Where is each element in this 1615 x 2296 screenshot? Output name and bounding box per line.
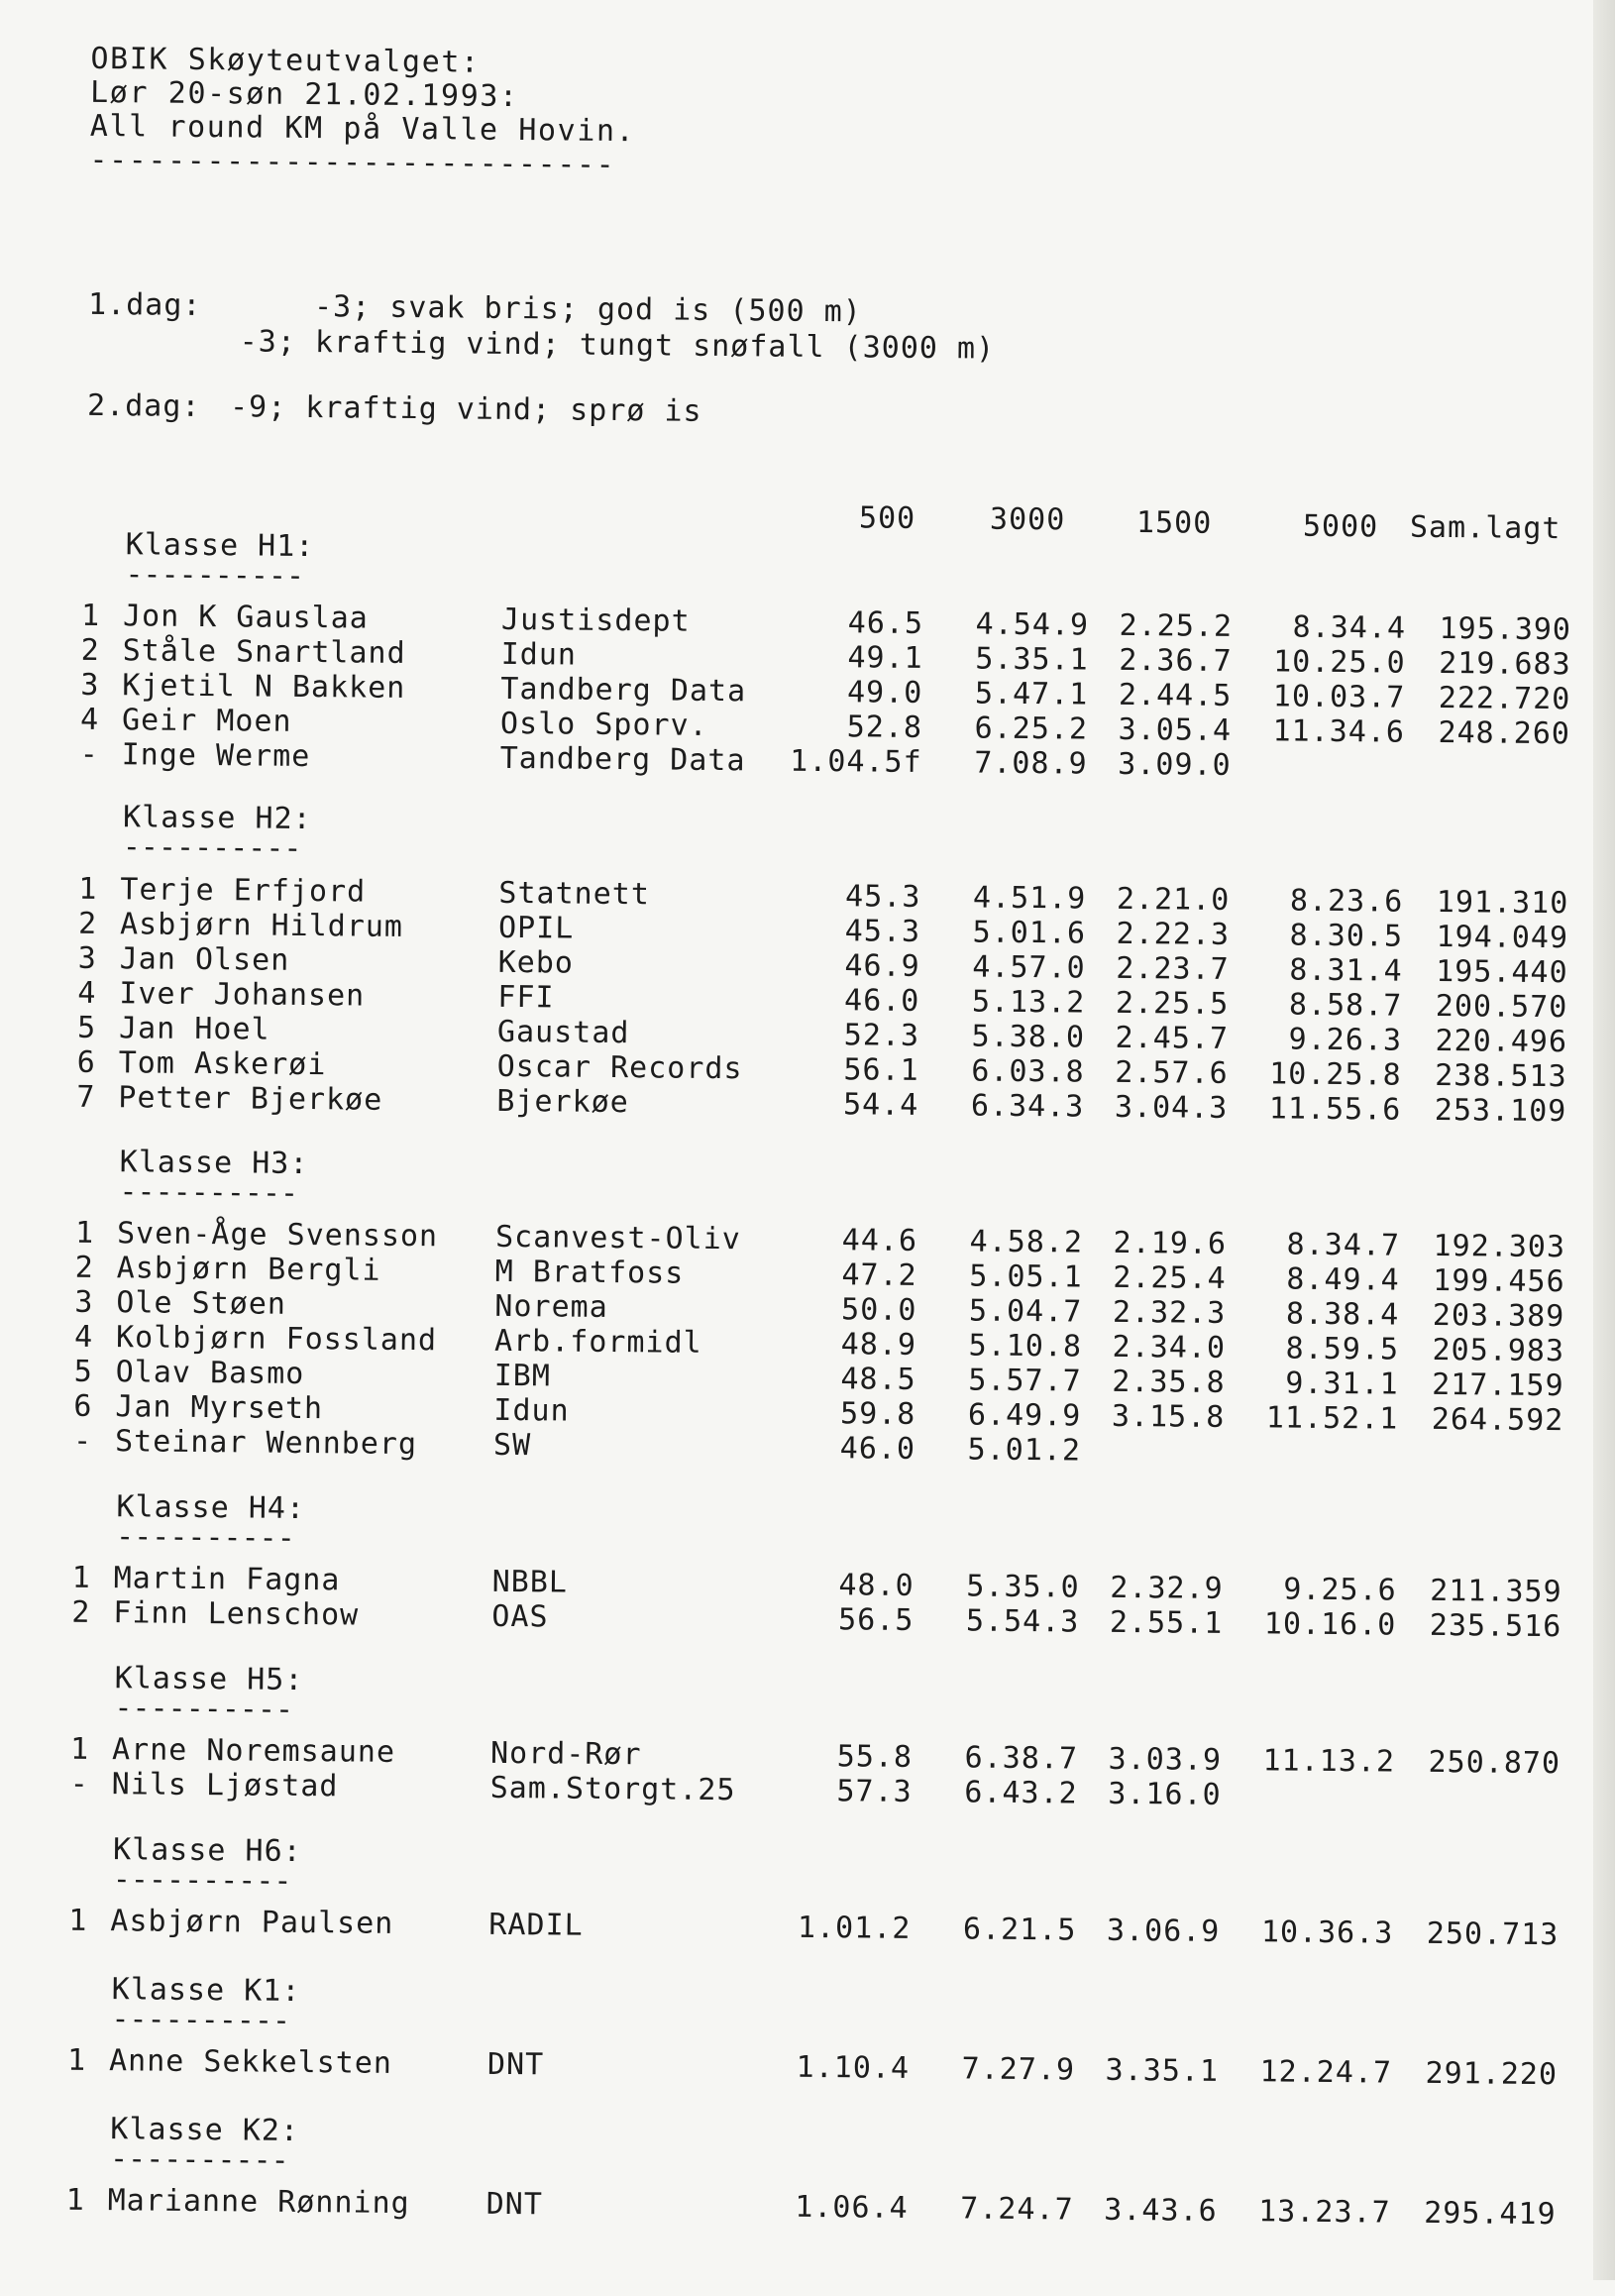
cell-t5000: 8.38.4 xyxy=(1285,1296,1400,1333)
cell-t1500: 2.25.2 xyxy=(1119,607,1234,644)
cell-t5000: 11.13.2 xyxy=(1262,1743,1396,1780)
class-title: Klasse K1: xyxy=(111,1972,301,2010)
cell-t5000: 12.24.7 xyxy=(1259,2054,1393,2091)
cell-t1500: 3.03.9 xyxy=(1108,1741,1223,1778)
cell-club: M Bratfoss xyxy=(494,1254,685,1291)
day2-label: 2.dag: xyxy=(86,387,201,424)
class-underline: ---------- xyxy=(114,1691,294,1727)
header-line-3: All round KM på Valle Hovin. xyxy=(89,108,636,150)
cell-total: 203.389 xyxy=(1432,1297,1565,1335)
cell-name: Martin Fagna xyxy=(113,1561,341,1598)
cell-place: 1 xyxy=(71,1560,91,1595)
cell-t5000: 10.25.0 xyxy=(1273,644,1406,681)
class-underline: ---------- xyxy=(115,1519,295,1556)
cell-t1500: 2.19.6 xyxy=(1113,1225,1228,1261)
cell-t500: 47.2 xyxy=(841,1257,917,1293)
cell-t500: 52.8 xyxy=(846,710,923,745)
cell-name: Finn Lenschow xyxy=(113,1595,360,1633)
cell-t3000: 5.13.2 xyxy=(971,984,1086,1021)
cell-t500: 44.6 xyxy=(841,1223,918,1258)
cell-place: 3 xyxy=(77,940,97,976)
cell-name: Terje Erfjord xyxy=(120,872,367,910)
cell-t500: 54.4 xyxy=(842,1087,919,1123)
header-underline: --------------------------- xyxy=(89,142,616,182)
cell-name: Jon K Gauslaa xyxy=(122,599,370,636)
cell-name: Jan Hoel xyxy=(118,1011,270,1047)
cell-total: 222.720 xyxy=(1438,680,1571,717)
cell-place: 3 xyxy=(80,667,100,703)
cell-t1500: 2.25.4 xyxy=(1113,1259,1227,1296)
cell-total: 191.310 xyxy=(1436,884,1569,922)
cell-t5000: 13.23.7 xyxy=(1258,2194,1391,2231)
day2-conditions: -9; kraftig vind; sprø is xyxy=(229,389,702,429)
class-underline: ---------- xyxy=(111,2002,291,2038)
class-title: Klasse K2: xyxy=(110,2112,300,2148)
cell-t500: 52.3 xyxy=(843,1018,920,1053)
cell-place: 4 xyxy=(79,702,100,737)
cell-t1500: 2.36.7 xyxy=(1119,642,1233,679)
cell-place: 6 xyxy=(76,1044,96,1080)
cell-name: Inge Werme xyxy=(121,737,311,775)
cell-name: Arne Noremsaune xyxy=(111,1732,396,1770)
cell-place: - xyxy=(72,1423,93,1459)
cell-t5000: 10.03.7 xyxy=(1272,679,1406,715)
cell-t5000: 10.36.3 xyxy=(1260,1914,1394,1951)
cell-name: Iver Johansen xyxy=(119,976,366,1014)
cell-t3000: 6.34.3 xyxy=(970,1088,1085,1125)
cell-t3000: 5.01.2 xyxy=(967,1432,1082,1469)
cell-club: Gaustad xyxy=(496,1014,630,1051)
class-title: Klasse H1: xyxy=(125,527,315,565)
cell-club: Oscar Records xyxy=(496,1048,743,1087)
cell-t1500: 2.22.3 xyxy=(1116,916,1231,952)
cell-place: - xyxy=(79,736,99,772)
cell-t5000: 8.34.7 xyxy=(1286,1227,1401,1263)
cell-club: Statnett xyxy=(498,875,651,913)
cell-club: IBM xyxy=(493,1358,552,1394)
header-line-1: OBIK Skøyteutvalget: xyxy=(90,41,481,80)
cell-t5000: 11.34.6 xyxy=(1272,713,1406,750)
cell-total: 211.359 xyxy=(1430,1573,1562,1610)
col-header-1500: 1500 xyxy=(1135,505,1213,541)
cell-t1500: 2.55.1 xyxy=(1109,1604,1224,1641)
cell-t5000: 10.16.0 xyxy=(1263,1606,1397,1643)
cell-t1500: 3.04.3 xyxy=(1114,1089,1229,1126)
scan-edge xyxy=(1593,0,1615,2280)
cell-t500: 57.3 xyxy=(836,1774,913,1809)
cell-t3000: 6.25.2 xyxy=(974,711,1089,747)
class-underline: ---------- xyxy=(112,1862,292,1899)
cell-t500: 46.0 xyxy=(839,1431,916,1467)
cell-t3000: 5.54.3 xyxy=(965,1603,1080,1640)
cell-name: Marianne Rønning xyxy=(107,2183,410,2222)
cell-club: Justisdept xyxy=(500,601,691,639)
cell-total: 220.496 xyxy=(1435,1023,1568,1060)
cell-t1500: 3.43.6 xyxy=(1104,2192,1218,2229)
cell-t5000: 8.49.4 xyxy=(1286,1261,1400,1298)
class-title: Klasse H3: xyxy=(119,1145,309,1182)
cell-t3000: 5.01.6 xyxy=(972,915,1087,951)
cell-t500: 48.5 xyxy=(840,1362,916,1397)
cell-t3000: 5.47.1 xyxy=(974,676,1089,712)
cell-t3000: 7.24.7 xyxy=(960,2191,1074,2228)
cell-name: Asbjørn Hildrum xyxy=(119,907,404,944)
cell-name: Nils Ljøstad xyxy=(111,1767,339,1804)
cell-t3000: 6.38.7 xyxy=(964,1740,1079,1777)
cell-t3000: 4.54.9 xyxy=(975,606,1090,643)
cell-t3000: 4.57.0 xyxy=(972,949,1086,986)
cell-t5000: 9.31.1 xyxy=(1285,1366,1399,1402)
cell-t1500: 3.06.9 xyxy=(1106,1913,1221,1949)
cell-club: Idun xyxy=(493,1392,570,1429)
cell-place: 1 xyxy=(69,1731,90,1767)
cell-t3000: 5.10.8 xyxy=(968,1328,1083,1365)
cell-t5000: 8.23.6 xyxy=(1289,883,1404,920)
cell-club: Oslo Sporv. xyxy=(499,706,708,743)
cell-name: Asbjørn Bergli xyxy=(116,1251,381,1288)
cell-place: 5 xyxy=(76,1010,97,1045)
cell-total: 195.440 xyxy=(1436,953,1568,991)
cell-club: Norema xyxy=(494,1288,608,1325)
cell-t1500: 2.23.7 xyxy=(1116,950,1230,987)
cell-place: 1 xyxy=(65,2182,85,2218)
cell-total: 200.570 xyxy=(1435,988,1568,1026)
cell-t5000: 8.59.5 xyxy=(1285,1331,1400,1367)
cell-place: 2 xyxy=(74,1250,94,1285)
cell-t1500: 2.32.3 xyxy=(1112,1294,1227,1331)
class-title: Klasse H4: xyxy=(116,1489,306,1527)
cell-name: Ole Støen xyxy=(116,1285,287,1322)
cell-t3000: 7.08.9 xyxy=(974,745,1088,782)
cell-t500: 56.1 xyxy=(843,1052,919,1088)
class-underline: ---------- xyxy=(125,557,305,594)
col-header-500: 500 xyxy=(858,500,916,536)
cell-t1500: 2.34.0 xyxy=(1112,1329,1227,1366)
cell-place: 1 xyxy=(66,2042,87,2078)
class-title: Klasse H2: xyxy=(122,800,312,837)
cell-name: Ståle Snartland xyxy=(122,633,406,671)
cell-t1500: 2.35.8 xyxy=(1112,1364,1226,1400)
cell-club: DNT xyxy=(485,2186,544,2223)
cell-name: Sven-Åge Svensson xyxy=(116,1216,439,1255)
cell-total: 195.390 xyxy=(1439,610,1572,648)
cell-t500: 1.04.5f xyxy=(790,743,922,780)
cell-total: 250.870 xyxy=(1428,1744,1561,1782)
cell-t1500: 3.16.0 xyxy=(1108,1776,1222,1812)
cell-t500: 48.0 xyxy=(838,1568,915,1603)
cell-club: DNT xyxy=(486,2046,545,2083)
cell-total: 264.592 xyxy=(1431,1401,1564,1439)
cell-t5000: 11.55.6 xyxy=(1268,1091,1402,1128)
cell-total: 250.713 xyxy=(1426,1915,1560,1953)
cell-total: 219.683 xyxy=(1439,645,1571,683)
cell-name: Jan Myrseth xyxy=(115,1389,324,1427)
cell-name: Petter Bjerkøe xyxy=(118,1080,383,1118)
cell-name: Kjetil N Bakken xyxy=(122,668,406,706)
cell-place: 4 xyxy=(77,975,97,1011)
cell-t3000: 5.57.7 xyxy=(968,1363,1082,1399)
cell-t1500: 2.57.6 xyxy=(1115,1054,1229,1091)
cell-club: Bjerkøe xyxy=(496,1083,629,1121)
cell-t5000: 8.58.7 xyxy=(1288,987,1403,1024)
cell-place: 3 xyxy=(74,1284,94,1320)
cell-t500: 56.5 xyxy=(837,1602,915,1638)
day1-conditions-a: -3; svak bris; god is (500 m) xyxy=(313,289,862,330)
cell-club: Scanvest-Oliv xyxy=(494,1219,742,1257)
cell-place: 5 xyxy=(73,1354,93,1389)
header-line-2: Lør 20-søn 21.02.1993: xyxy=(89,74,519,115)
cell-t500: 50.0 xyxy=(840,1292,917,1328)
cell-t500: 45.3 xyxy=(844,914,921,949)
cell-total: 217.159 xyxy=(1432,1367,1564,1404)
day1-conditions-b: -3; kraftig vind; tungt snøfall (3000 m) xyxy=(239,324,996,367)
cell-total: 295.419 xyxy=(1424,2195,1557,2233)
cell-t500: 1.01.2 xyxy=(797,1910,912,1946)
col-header-total: Sam.lagt xyxy=(1409,509,1561,547)
cell-t5000: 8.34.4 xyxy=(1292,609,1407,646)
cell-place: 1 xyxy=(78,871,98,907)
cell-name: Tom Askerøi xyxy=(118,1045,327,1083)
cell-total: 238.513 xyxy=(1435,1057,1567,1095)
cell-t3000: 5.35.0 xyxy=(966,1569,1080,1605)
cell-place: 1 xyxy=(74,1215,95,1251)
cell-t3000: 4.51.9 xyxy=(972,880,1087,917)
cell-t3000: 6.49.9 xyxy=(967,1397,1082,1434)
day1-label: 1.dag: xyxy=(87,286,202,323)
cell-total: 248.260 xyxy=(1438,714,1571,752)
cell-place: 1 xyxy=(80,598,101,633)
cell-t5000: 8.31.4 xyxy=(1289,952,1403,989)
cell-club: Sam.Storgt.25 xyxy=(489,1770,736,1808)
document-header xyxy=(0,0,1615,182)
cell-name: Anne Sekkelsten xyxy=(108,2043,393,2081)
cell-t1500: 3.09.0 xyxy=(1118,746,1232,783)
cell-place: - xyxy=(69,1766,89,1802)
cell-club: Nord-Rør xyxy=(489,1735,642,1773)
cell-place: 2 xyxy=(71,1594,91,1630)
cell-total: 199.456 xyxy=(1433,1262,1565,1300)
class-underline: ---------- xyxy=(119,1174,299,1211)
cell-club: SW xyxy=(492,1427,532,1464)
cell-t3000: 5.35.1 xyxy=(975,641,1089,678)
cell-t500: 59.8 xyxy=(839,1396,916,1432)
cell-club: NBBL xyxy=(491,1564,569,1600)
cell-club: OAS xyxy=(491,1598,549,1635)
cell-t500: 1.06.4 xyxy=(795,2189,909,2226)
cell-club: Arb.formidl xyxy=(493,1323,702,1361)
cell-t5000: 8.30.5 xyxy=(1289,918,1404,954)
cell-place: 6 xyxy=(73,1388,93,1424)
cell-t500: 1.10.4 xyxy=(796,2049,911,2086)
cell-t3000: 6.43.2 xyxy=(964,1775,1078,1811)
cell-t500: 45.3 xyxy=(844,879,921,915)
cell-t5000: 9.26.3 xyxy=(1288,1022,1403,1058)
cell-name: Asbjørn Paulsen xyxy=(110,1904,394,1941)
cell-t3000: 7.27.9 xyxy=(961,2051,1076,2088)
cell-name: Steinar Wennberg xyxy=(114,1424,418,1463)
cell-name: Olav Basmo xyxy=(115,1355,305,1392)
col-header-5000: 5000 xyxy=(1302,508,1379,545)
cell-t5000: 11.52.1 xyxy=(1265,1400,1399,1437)
cell-name: Geir Moen xyxy=(121,703,292,739)
cell-t1500: 3.35.1 xyxy=(1105,2052,1220,2089)
cell-place: 2 xyxy=(77,906,98,941)
class-title: Klasse H5: xyxy=(114,1661,304,1698)
cell-total: 291.220 xyxy=(1425,2055,1559,2093)
cell-t1500: 3.05.4 xyxy=(1118,711,1233,748)
cell-t1500: 3.15.8 xyxy=(1111,1398,1226,1435)
cell-club: Kebo xyxy=(497,944,575,981)
cell-name: Kolbjørn Fossland xyxy=(115,1320,438,1359)
cell-total: 194.049 xyxy=(1436,919,1569,956)
cell-total: 253.109 xyxy=(1434,1092,1567,1130)
cell-t3000: 5.05.1 xyxy=(969,1258,1083,1295)
cell-place: 1 xyxy=(68,1903,88,1938)
cell-total: 205.983 xyxy=(1432,1332,1565,1369)
cell-place: 7 xyxy=(76,1079,96,1115)
cell-t3000: 6.03.8 xyxy=(971,1053,1085,1090)
cell-t500: 48.9 xyxy=(840,1327,917,1363)
cell-t500: 46.0 xyxy=(843,983,920,1019)
cell-t500: 46.9 xyxy=(844,948,920,984)
cell-t500: 49.1 xyxy=(847,640,923,676)
col-header-3000: 3000 xyxy=(989,501,1066,538)
cell-club: FFI xyxy=(497,979,555,1016)
cell-t3000: 5.38.0 xyxy=(971,1019,1086,1055)
cell-club: RADIL xyxy=(488,1907,584,1943)
cell-t3000: 5.04.7 xyxy=(968,1293,1083,1330)
class-underline: ---------- xyxy=(122,829,302,866)
cell-t500: 46.5 xyxy=(847,605,924,641)
cell-t500: 49.0 xyxy=(846,675,923,711)
cell-t1500: 2.32.9 xyxy=(1110,1570,1224,1606)
cell-t1500: 2.45.7 xyxy=(1115,1020,1230,1056)
cell-club: OPIL xyxy=(497,910,575,946)
class-title: Klasse H6: xyxy=(112,1832,302,1870)
cell-name: Jan Olsen xyxy=(119,941,290,978)
cell-club: Tandberg Data xyxy=(500,671,747,710)
cell-total: 192.303 xyxy=(1433,1228,1566,1265)
cell-t1500: 2.21.0 xyxy=(1116,881,1231,918)
class-underline: ---------- xyxy=(109,2141,289,2178)
cell-t3000: 4.58.2 xyxy=(969,1224,1084,1260)
cell-t1500: 2.25.5 xyxy=(1115,985,1230,1022)
cell-t5000: 9.25.6 xyxy=(1283,1572,1397,1608)
cell-t3000: 6.21.5 xyxy=(962,1912,1077,1948)
cell-club: Idun xyxy=(500,636,578,673)
cell-place: 4 xyxy=(73,1319,94,1355)
cell-club: Tandberg Data xyxy=(499,740,746,779)
cell-t500: 55.8 xyxy=(836,1739,914,1775)
cell-place: 2 xyxy=(80,632,100,668)
cell-t1500: 2.44.5 xyxy=(1118,677,1233,713)
cell-total: 235.516 xyxy=(1429,1607,1562,1645)
cell-t5000: 10.25.8 xyxy=(1269,1056,1402,1093)
